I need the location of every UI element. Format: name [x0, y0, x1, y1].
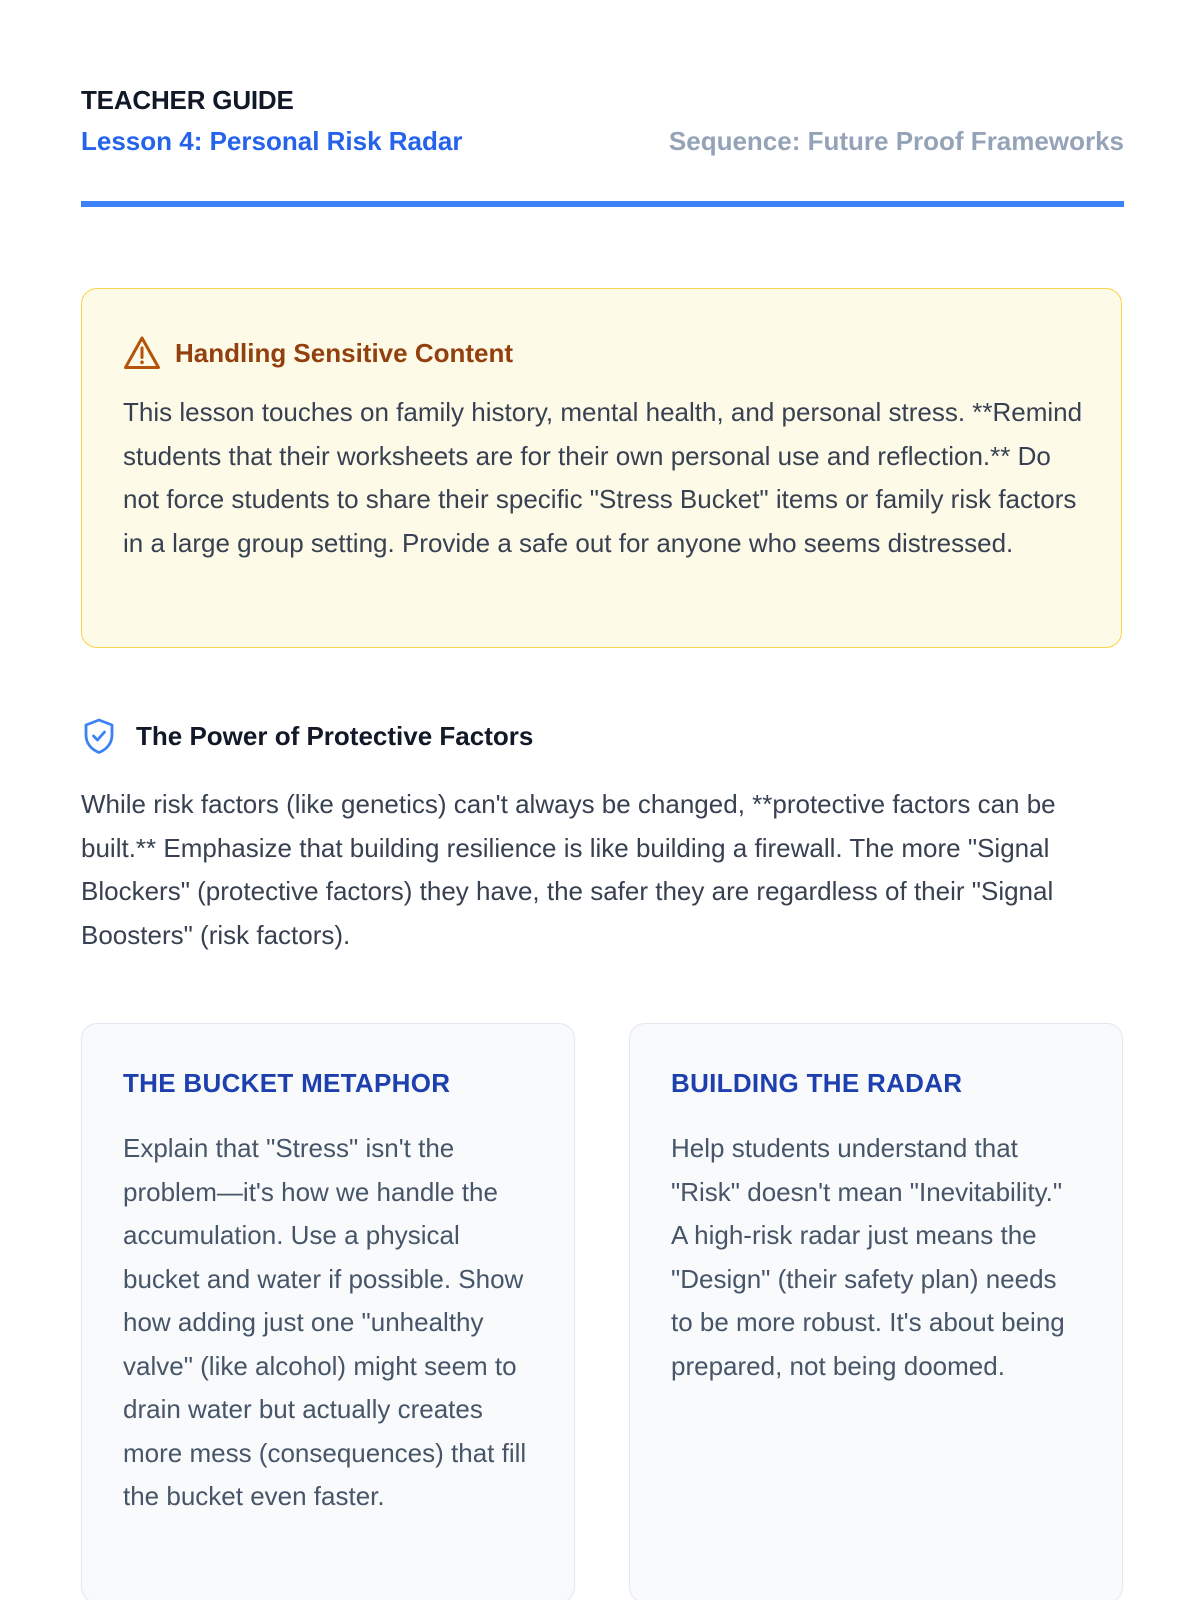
- callout-header: [123, 333, 513, 373]
- card-body: Explain that "Stress" isn't the problem—it's how we handle the accumulation. Use a physical bucket and water if possible. Show how adding just one "unhealthy valve" (like alcohol) might seem to drain water but actually creates more mess (consequences) that fill the bucket even faster.: [123, 1133, 527, 1511]
- section-title: The Power of Protective Factors: [136, 720, 534, 751]
- card-title: THE BUCKET METAPHOR: [123, 1068, 451, 1098]
- bucket-metaphor-card: [81, 1023, 575, 1600]
- guide-header: [81, 80, 1124, 159]
- callout-title: Handling Sensitive Content: [175, 337, 514, 368]
- section-body: While risk factors (like genetics) can't always be changed, **protective factors can be built.** Emphasize that building resilience is like building a firewall. The more "Signal Blockers" (protective factors) they have, the safer they are regardless of their "Signal Boosters" (risk factors).: [81, 789, 1056, 950]
- sequence-label: Sequence: Future Proof Frameworks: [668, 125, 1124, 156]
- protective-factors-header: [81, 716, 533, 756]
- header-divider: [81, 201, 1124, 207]
- shield-check-icon: [81, 717, 117, 755]
- header-row: [81, 123, 1124, 159]
- card-body: Help students understand that "Risk" doesn't mean "Inevitability." A high-risk radar just means the "Design" (their safety plan) needs to be more robust. It's about being prepared, not being doomed.: [671, 1133, 1065, 1381]
- sensitive-content-callout: [81, 288, 1122, 648]
- building-radar-card: [629, 1023, 1123, 1600]
- warning-triangle-icon: [123, 335, 161, 371]
- callout-body: This lesson touches on family history, mental health, and personal stress. **Remind students that their worksheets are for their own personal use and reflection.** Do not force students to share their specific "Stress Bucket" items or family risk factors in a large group setting. Provide a safe out for anyone who seems distressed.: [123, 397, 1083, 558]
- guide-eyebrow: TEACHER GUIDE: [81, 85, 294, 115]
- lesson-title: Lesson 4: Personal Risk Radar: [81, 125, 463, 156]
- card-title: BUILDING THE RADAR: [671, 1068, 963, 1098]
